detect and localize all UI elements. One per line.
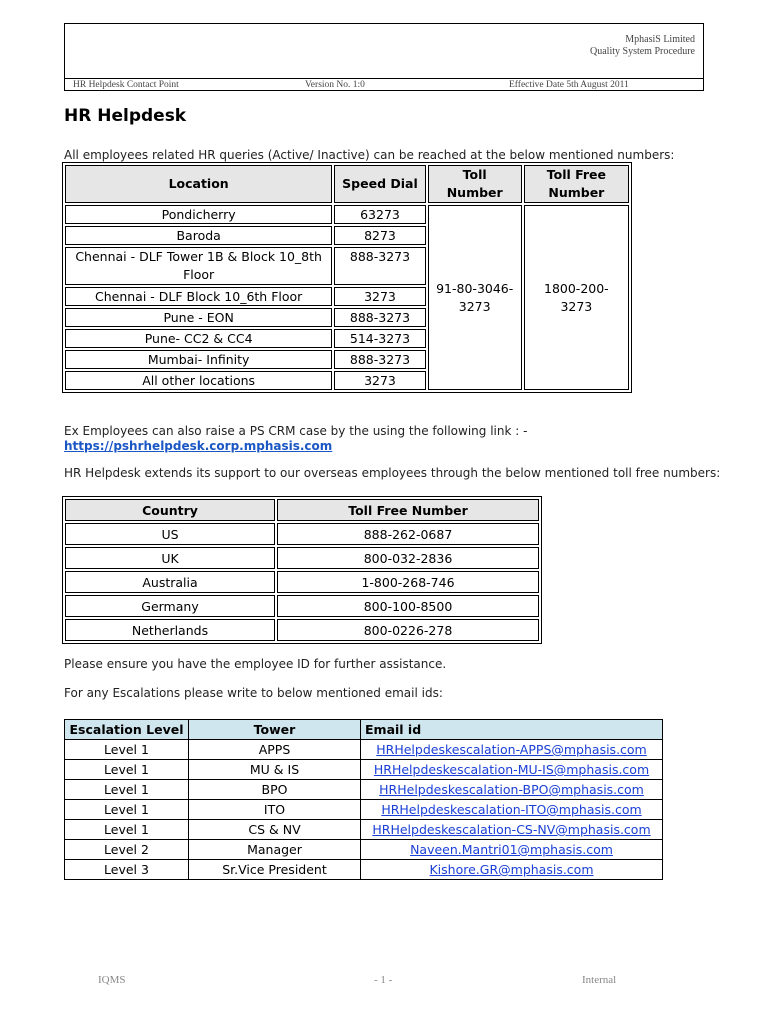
ensure-id-text: Please ensure you have the employee ID for further assistance.	[64, 657, 447, 671]
cell-location: Pune - EON	[65, 308, 332, 327]
email-link[interactable]: Kishore.GR@mphasis.com	[429, 862, 594, 877]
footer-page-number: - 1 -	[374, 974, 393, 986]
cell-toll-number	[428, 205, 522, 390]
escalation-intro-text: For any Escalations please write to below mentioned email ids:	[64, 686, 443, 700]
col-country: Country	[65, 499, 275, 521]
header-effective-date: Effective Date 5th August 2011	[509, 80, 629, 90]
pshr-helpdesk-link[interactable]: https://pshrhelpdesk.corp.mphasis.com	[64, 439, 333, 453]
col-email-id: Email id	[361, 720, 663, 740]
overseas-intro-text: HR Helpdesk extends its support to our overseas employees through the below mentioned toll free numbers:	[64, 466, 721, 480]
table-row	[65, 780, 663, 800]
table-row	[65, 740, 663, 760]
table-row	[65, 619, 539, 641]
header-doc-title: HR Helpdesk Contact Point	[73, 80, 179, 90]
header-company-block	[590, 34, 695, 58]
toll-number-value: 91-80-3046-3273	[436, 280, 514, 314]
cell-level: Level 3	[65, 860, 189, 880]
table-row	[65, 800, 663, 820]
cell-location: Mumbai- Infinity	[65, 350, 332, 369]
col-speed-dial: Speed Dial	[334, 165, 425, 203]
email-link[interactable]: HRHelpdeskescalation-ITO@mphasis.com	[381, 802, 642, 817]
col-toll-number: Toll Number	[428, 165, 522, 203]
footer-right: Internal	[582, 974, 617, 986]
cell-email	[361, 820, 663, 840]
cell-country: Netherlands	[65, 619, 275, 641]
location-table	[62, 162, 632, 393]
email-link[interactable]: HRHelpdeskescalation-BPO@mphasis.com	[379, 782, 644, 797]
col-escalation-level: Escalation Level	[65, 720, 189, 740]
cell-speed-dial: 514-3273	[334, 329, 425, 348]
cell-location: Pune- CC2 & CC4	[65, 329, 332, 348]
cell-level: Level 1	[65, 740, 189, 760]
ex-employees-link-line	[64, 439, 332, 454]
cell-number: 800-100-8500	[277, 595, 539, 617]
cell-speed-dial: 888-3273	[334, 247, 425, 285]
cell-tower: Sr.Vice President	[189, 860, 361, 880]
cell-level: Level 1	[65, 760, 189, 780]
col-location: Location	[65, 165, 332, 203]
cell-email	[361, 860, 663, 880]
ex-employees-text: Ex Employees can also raise a PS CRM case by the using the following link : -	[64, 424, 528, 438]
intro-text: All employees related HR queries (Active/ Inactive) can be reached at the below mentioned numbers:	[64, 148, 675, 162]
cell-tower: Manager	[189, 840, 361, 860]
email-link[interactable]: HRHelpdeskescalation-CS-NV@mphasis.com	[372, 822, 651, 837]
country-table	[62, 496, 542, 644]
email-link[interactable]: Naveen.Mantri01@mphasis.com	[410, 842, 613, 857]
footer-left: IQMS	[98, 974, 126, 986]
cell-level: Level 1	[65, 820, 189, 840]
cell-country: UK	[65, 547, 275, 569]
cell-speed-dial: 3273	[334, 287, 425, 306]
cell-toll-free-number	[524, 205, 629, 390]
table-row	[65, 860, 663, 880]
cell-location: All other locations	[65, 371, 332, 390]
cell-level: Level 1	[65, 800, 189, 820]
table-row	[65, 571, 539, 593]
cell-speed-dial: 888-3273	[334, 308, 425, 327]
header-company: MphasiS Limited	[625, 34, 695, 45]
cell-location: Chennai - DLF Tower 1B & Block 10_8th Floor	[65, 247, 332, 285]
page-title: HR Helpdesk	[64, 106, 187, 126]
table-row	[65, 840, 663, 860]
document-header	[64, 23, 704, 91]
cell-location: Pondicherry	[65, 205, 332, 224]
cell-email	[361, 740, 663, 760]
location-table-header	[65, 165, 629, 203]
table-row	[65, 820, 663, 840]
table-row	[65, 523, 539, 545]
email-link[interactable]: HRHelpdeskescalation-MU-IS@mphasis.com	[373, 762, 650, 777]
cell-country: Germany	[65, 595, 275, 617]
country-table-header	[65, 499, 539, 521]
cell-location: Baroda	[65, 226, 332, 245]
header-divider	[65, 78, 703, 79]
header-version: Version No. 1:0	[305, 80, 365, 90]
table-row	[65, 595, 539, 617]
cell-speed-dial: 888-3273	[334, 350, 425, 369]
cell-country: US	[65, 523, 275, 545]
cell-country: Australia	[65, 571, 275, 593]
table-row	[65, 205, 629, 224]
cell-email	[361, 760, 663, 780]
escalation-table	[64, 719, 663, 880]
cell-email	[361, 840, 663, 860]
cell-number: 888-262-0687	[277, 523, 539, 545]
col-tower: Tower	[189, 720, 361, 740]
cell-email	[361, 800, 663, 820]
cell-level: Level 2	[65, 840, 189, 860]
email-link[interactable]: HRHelpdeskescalation-APPS@mphasis.com	[376, 742, 647, 757]
cell-tower: ITO	[189, 800, 361, 820]
table-row	[65, 760, 663, 780]
escalation-table-header	[65, 720, 663, 740]
cell-tower: MU & IS	[189, 760, 361, 780]
cell-tower: APPS	[189, 740, 361, 760]
col-toll-free-number: Toll Free Number	[524, 165, 629, 203]
cell-tower: CS & NV	[189, 820, 361, 840]
cell-number: 800-032-2836	[277, 547, 539, 569]
cell-email	[361, 780, 663, 800]
cell-level: Level 1	[65, 780, 189, 800]
cell-tower: BPO	[189, 780, 361, 800]
header-procedure: Quality System Procedure	[590, 46, 695, 57]
cell-number: 1-800-268-746	[277, 571, 539, 593]
col-country-toll-free: Toll Free Number	[277, 499, 539, 521]
cell-speed-dial: 8273	[334, 226, 425, 245]
cell-location: Chennai - DLF Block 10_6th Floor	[65, 287, 332, 306]
cell-number: 800-0226-278	[277, 619, 539, 641]
cell-speed-dial: 63273	[334, 205, 425, 224]
table-row	[65, 547, 539, 569]
cell-speed-dial: 3273	[334, 371, 425, 390]
toll-free-number-value: 1800-200-3273	[544, 280, 609, 314]
